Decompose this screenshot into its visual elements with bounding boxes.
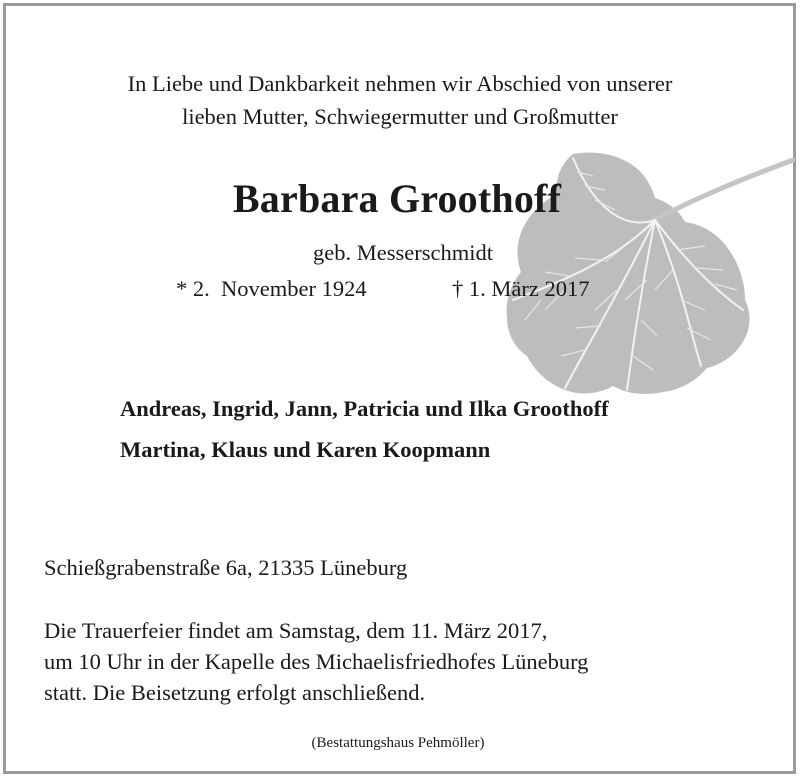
ceremony-line: statt. Die Beisetzung erfolgt anschließend. (44, 680, 426, 705)
address: Schießgrabenstraße 6a, 21335 Lüneburg (44, 555, 408, 580)
family-list (120, 388, 609, 470)
ceremony-line: um 10 Uhr in der Kapelle des Michaelisfriedhofes Lüneburg (44, 649, 589, 674)
family-line: Andreas, Ingrid, Jann, Patricia und Ilka Groothoff (120, 396, 609, 421)
maiden-name: geb. Messerschmidt (313, 240, 493, 265)
birth-date: * 2. November 1924 (176, 276, 367, 301)
undertaker: (Bestattungshaus Pehmöller) (311, 735, 485, 751)
intro-line-2: lieben Mutter, Schwiegermutter und Großmutter (182, 104, 618, 129)
intro-line-1: In Liebe und Dankbarkeit nehmen wir Abschied von unserer (127, 71, 673, 96)
death-date: † 1. März 2017 (452, 276, 590, 301)
ceremony-text (44, 615, 588, 708)
intro-text (0, 67, 800, 133)
ceremony-line: Die Trauerfeier findet am Samstag, dem 11. März 2017, (44, 618, 548, 643)
deceased-name: Barbara Groothoff (232, 176, 562, 221)
family-line: Martina, Klaus und Karen Koopmann (120, 437, 491, 462)
